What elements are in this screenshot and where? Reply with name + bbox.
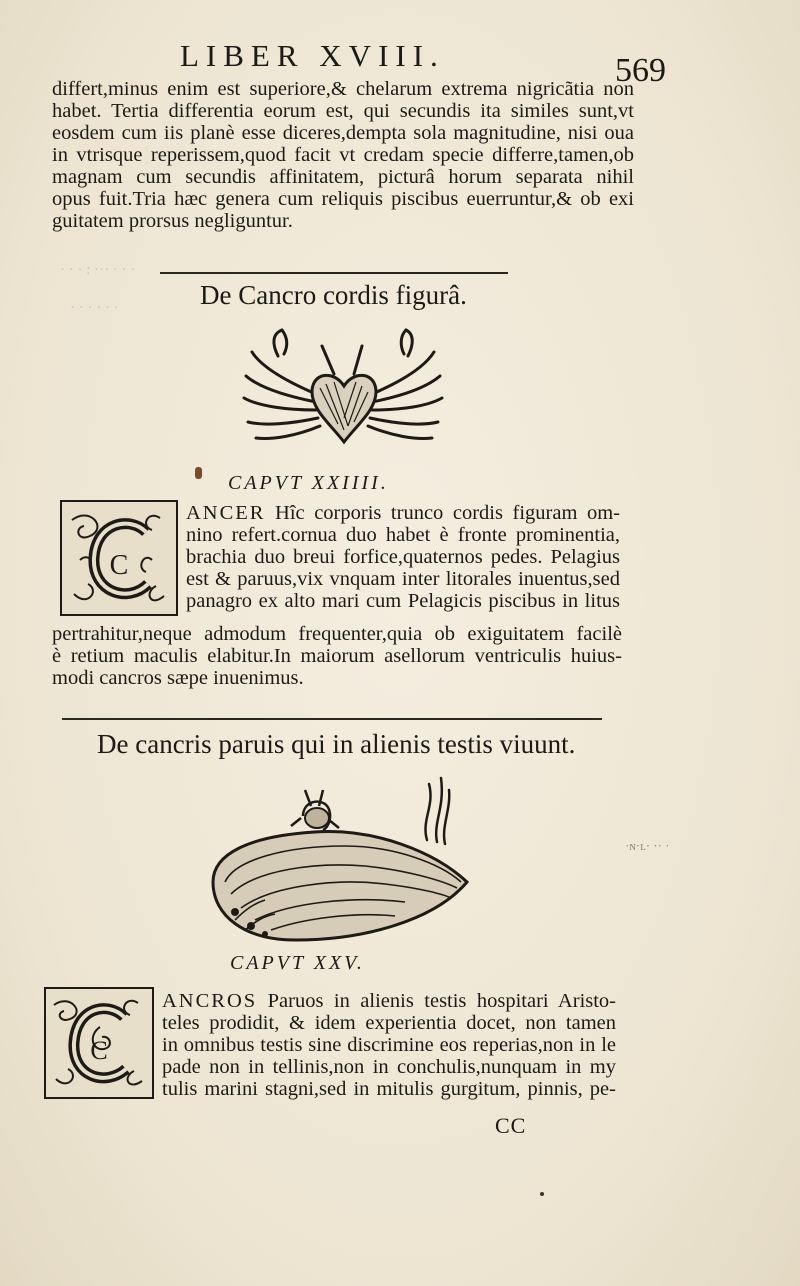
first-word: ANCER (186, 502, 266, 524)
crab-in-mussel-woodcut (205, 770, 475, 950)
continued-paragraph (52, 78, 634, 232)
text-line: in omnibus testis sine discrimine eos reperias,non in le (162, 1034, 616, 1056)
marginal-note: ·ɴ·ʟ· ·· · (625, 838, 670, 853)
text-line: pertrahitur,neque admodum frequenter,quia ob exiguitatem facilè (52, 623, 622, 645)
decorated-initial-c (60, 500, 178, 616)
bleed-through: · · · : ··· · · · (60, 262, 136, 278)
text-line: modi cancros sæpe inuenimus. (52, 667, 304, 689)
text-line: nino refert.cornua duo habet è fronte prominentia, (186, 524, 620, 546)
text-line: Hîc corporis trunco cordis figuram om- (275, 502, 620, 524)
text-line: teles prodidit, & idem experientia docet, non tamen (162, 1012, 616, 1034)
chapter-body-indented (162, 990, 616, 1100)
text-line: magnam cum secundis affinitatem, picturâ horum separata nihil (52, 166, 634, 188)
initial-letter: C (90, 1036, 108, 1065)
section-rule (160, 272, 508, 274)
decorated-initial-c (44, 987, 154, 1099)
heart-crab-woodcut (238, 326, 448, 446)
text-line: tulis marini stagni,sed in mitulis gurgitum, pinnis, pe- (162, 1078, 616, 1100)
text-line: panagro ex alto mari cum Pelagicis piscibus in litus (186, 590, 620, 612)
chapter-heading: De Cancro cordis figurâ. (200, 280, 467, 310)
chapter-body-full (52, 623, 622, 689)
running-title: LIBER XVIII. (180, 38, 445, 73)
chapter-body-indented (186, 502, 620, 612)
text-line: guitatem prorsus negliguntur. (52, 210, 293, 232)
section-rule (62, 718, 602, 720)
first-word: ANCROS (162, 990, 258, 1012)
page-number: 569 (615, 52, 666, 89)
initial-letter: C (109, 550, 129, 581)
text-line: differt,minus enim est superiore,& chelarum extrema nigricãtia non (52, 78, 634, 100)
text-line: in vtrisque reperissem,quod facit vt credam specie differre,tamen,ob (52, 144, 634, 166)
text-line: brachia duo breui forfice,quaternos pedes. Pelagius (186, 546, 620, 568)
text-line: Paruos in alienis testis hospitari Aristo- (267, 990, 617, 1012)
text-line: è retium maculis elabitur.In maiorum asellorum ventriculis huius- (52, 645, 622, 667)
text-line: habet. Tertia differentia eorum est, qui secundis ita similes sunt,vt (52, 100, 634, 122)
chapter-number: CAPVT XXV. (230, 952, 365, 974)
signature-mark: CC (495, 1113, 527, 1138)
ink-dot (540, 1192, 544, 1196)
chapter-number: CAPVT XXIIII. (228, 472, 389, 494)
ink-blot (195, 467, 202, 479)
text-line: pade non in tellinis,non in conchulis,nunquam in my (162, 1056, 616, 1078)
chapter-heading: De cancris paruis qui in alienis testis viuunt. (97, 729, 576, 759)
text-line: est & paruus,vix vnquam inter litorales inuentus,sed (186, 568, 620, 590)
text-line: eosdem cum iis planè esse diceres,dempta sola magnitudine, nisi oua (52, 122, 634, 144)
text-line: opus fuit.Tria hæc genera cum reliquis piscibus euerruntur,& ob exi (52, 188, 634, 210)
bleed-through: · · · · · · (70, 300, 119, 316)
